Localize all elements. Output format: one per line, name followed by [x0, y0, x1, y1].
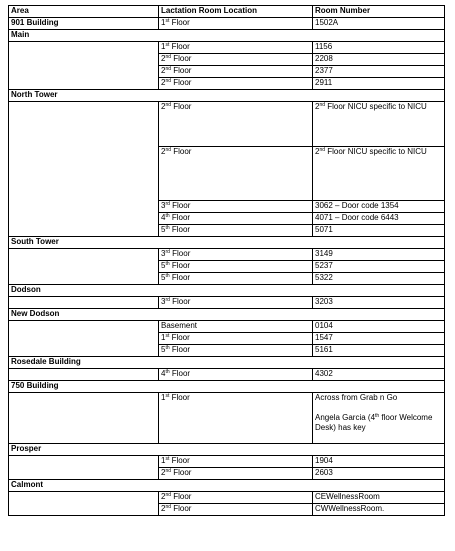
floor-number: 3 — [161, 297, 166, 306]
room-cell — [313, 333, 445, 345]
floor-cell — [159, 201, 313, 213]
floor-cell — [159, 456, 313, 468]
area-name: New Dodson — [9, 309, 445, 321]
floor-cell — [159, 225, 313, 237]
floor-number: 5 — [161, 261, 166, 270]
area-name: North Tower — [9, 90, 445, 102]
floor-ordinal: st — [165, 42, 170, 48]
floor-ordinal: th — [165, 273, 170, 279]
floor-ordinal: nd — [165, 102, 172, 108]
floor-ordinal: th — [165, 213, 170, 219]
room-note: Angela Garcia (4 — [315, 413, 376, 422]
room-cell — [313, 393, 445, 444]
room-number: CWWellnessRoom. — [315, 504, 385, 513]
floor-ordinal: nd — [165, 492, 172, 498]
floor-cell — [159, 369, 313, 381]
header-area: Area — [9, 6, 159, 18]
room-ordinal: nd — [319, 147, 326, 153]
room-ordinal: nd — [319, 102, 326, 108]
floor-suffix: Floor — [171, 492, 192, 501]
room-cell — [313, 504, 445, 516]
floor-number: 2 — [161, 102, 166, 111]
table-row — [9, 249, 445, 261]
floor-cell — [159, 54, 313, 66]
floor-cell — [159, 249, 313, 261]
floor-cell — [159, 18, 313, 30]
area-name: Prosper — [9, 444, 445, 456]
floor-cell — [159, 66, 313, 78]
floor-ordinal: nd — [165, 504, 172, 510]
floor-number: 2 — [161, 78, 166, 87]
floor-ordinal: st — [165, 393, 170, 399]
floor-ordinal: th — [165, 225, 170, 231]
area-row — [9, 357, 445, 369]
floor-suffix: Floor — [169, 369, 191, 378]
room-number: 2377 — [315, 66, 333, 75]
area-row — [9, 381, 445, 393]
floor-cell — [159, 261, 313, 273]
floor-suffix: Floor — [169, 297, 191, 306]
floor-number: 2 — [161, 54, 166, 63]
floor-ordinal: nd — [165, 78, 172, 84]
area-blank-cell — [9, 321, 159, 357]
floor-suffix: Floor — [171, 102, 192, 111]
room-number: 4071 – Door code 6443 — [315, 213, 399, 222]
header-location: Lactation Room Location — [159, 6, 313, 18]
area-blank-cell — [9, 369, 159, 381]
room-cell — [313, 201, 445, 213]
room-number: 5237 — [315, 261, 333, 270]
area-name: Dodson — [9, 285, 445, 297]
floor-number: 1 — [161, 333, 166, 342]
floor-suffix: Floor — [169, 261, 191, 270]
floor-number: 1 — [161, 18, 166, 27]
floor-number: 1 — [161, 456, 166, 465]
room-cell — [313, 54, 445, 66]
room-cell — [313, 456, 445, 468]
floor-cell — [159, 102, 313, 147]
room-number: 0104 — [315, 321, 333, 330]
room-number: 2 — [315, 102, 320, 111]
room-number: 4302 — [315, 369, 333, 378]
area-row — [9, 237, 445, 249]
area-blank-cell — [9, 456, 159, 480]
room-number: 2 — [315, 147, 320, 156]
room-cell — [313, 66, 445, 78]
floor-cell — [159, 333, 313, 345]
floor-suffix: Floor — [169, 393, 190, 402]
room-cell — [313, 213, 445, 225]
floor-number: 2 — [161, 147, 166, 156]
table-row — [9, 321, 445, 333]
floor-number: 5 — [161, 345, 166, 354]
floor-cell — [159, 492, 313, 504]
floor-cell — [159, 147, 313, 201]
room-number: 5071 — [315, 225, 333, 234]
floor-ordinal: rd — [165, 201, 170, 207]
table-header-row — [9, 6, 445, 18]
floor-label: Basement — [161, 321, 198, 330]
floor-cell — [159, 213, 313, 225]
floor-cell — [159, 78, 313, 90]
room-text: Floor NICU specific to NICU — [325, 102, 427, 111]
area-blank-cell — [9, 297, 159, 309]
floor-suffix: Floor — [169, 213, 191, 222]
room-number: CEWellnessRoom — [315, 492, 380, 501]
room-cell — [313, 297, 445, 309]
floor-number: 2 — [161, 66, 166, 75]
room-cell — [313, 321, 445, 333]
floor-suffix: Floor — [169, 249, 191, 258]
floor-ordinal: rd — [165, 297, 170, 303]
room-cell — [313, 249, 445, 261]
floor-number: 1 — [161, 393, 166, 402]
floor-number: 2 — [161, 492, 166, 501]
room-cell — [313, 468, 445, 480]
area-name: 750 Building — [9, 381, 445, 393]
floor-cell — [159, 504, 313, 516]
area-name: Rosedale Building — [9, 357, 445, 369]
floor-suffix: Floor — [169, 345, 191, 354]
room-number: 5161 — [315, 345, 333, 354]
area-name: Main — [9, 30, 445, 42]
floor-number: 2 — [161, 504, 166, 513]
floor-ordinal: nd — [165, 54, 172, 60]
room-number: 3062 – Door code 1354 — [315, 201, 399, 210]
floor-suffix: Floor — [169, 42, 190, 51]
floor-suffix: Floor — [171, 54, 192, 63]
room-cell — [313, 18, 445, 30]
area-blank-cell — [9, 492, 159, 516]
floor-suffix: Floor — [169, 273, 191, 282]
area-name: 901 Building — [9, 18, 159, 30]
table-row — [9, 42, 445, 54]
room-cell — [313, 345, 445, 357]
floor-suffix: Floor — [169, 225, 191, 234]
floor-cell — [159, 321, 313, 333]
floor-suffix: Floor — [169, 201, 191, 210]
room-number: 1156 — [315, 42, 333, 51]
table-row — [9, 102, 445, 147]
floor-suffix: Floor — [169, 333, 190, 342]
table-row — [9, 369, 445, 381]
floor-number: 1 — [161, 42, 166, 51]
floor-ordinal: th — [165, 369, 170, 375]
table-row — [9, 393, 445, 444]
floor-suffix: Floor — [171, 468, 192, 477]
room-cell — [313, 147, 445, 201]
area-row — [9, 285, 445, 297]
room-cell — [313, 369, 445, 381]
floor-number: 5 — [161, 273, 166, 282]
floor-number: 2 — [161, 468, 166, 477]
room-number: 5322 — [315, 273, 333, 282]
floor-ordinal: th — [165, 345, 170, 351]
room-cell — [313, 261, 445, 273]
floor-number: 3 — [161, 249, 166, 258]
floor-ordinal: st — [165, 456, 170, 462]
area-row — [9, 444, 445, 456]
room-number: 2603 — [315, 468, 333, 477]
room-number: 2208 — [315, 54, 333, 63]
lactation-room-table — [8, 5, 445, 516]
floor-suffix: Floor — [171, 504, 192, 513]
area-row — [9, 309, 445, 321]
floor-ordinal: th — [165, 261, 170, 267]
floor-suffix: Floor — [169, 456, 190, 465]
floor-cell — [159, 345, 313, 357]
area-name: South Tower — [9, 237, 445, 249]
table-row — [9, 456, 445, 468]
room-text: Floor NICU specific to NICU — [325, 147, 427, 156]
floor-ordinal: nd — [165, 468, 172, 474]
floor-number: 5 — [161, 225, 166, 234]
floor-suffix: Floor — [171, 66, 192, 75]
area-blank-cell — [9, 249, 159, 285]
area-blank-cell — [9, 102, 159, 237]
room-number: 3203 — [315, 297, 333, 306]
room-cell — [313, 42, 445, 54]
table-row — [9, 492, 445, 504]
table-row — [9, 297, 445, 309]
floor-ordinal: st — [165, 18, 170, 24]
area-name: Calmont — [9, 480, 445, 492]
floor-ordinal: st — [165, 333, 170, 339]
floor-suffix: Floor — [171, 147, 192, 156]
floor-cell — [159, 468, 313, 480]
room-number: Across from Grab n Go — [315, 393, 398, 402]
floor-number: 3 — [161, 201, 166, 210]
room-cell — [313, 273, 445, 285]
area-row — [9, 480, 445, 492]
area-blank-cell — [9, 42, 159, 90]
room-note-rest: floor Welcome Desk) has key — [315, 413, 433, 432]
floor-ordinal: rd — [165, 249, 170, 255]
floor-ordinal: nd — [165, 147, 172, 153]
room-cell — [313, 225, 445, 237]
table-body — [9, 18, 445, 516]
floor-cell — [159, 393, 313, 444]
area-blank-cell — [9, 393, 159, 444]
table-row — [9, 18, 445, 30]
floor-ordinal: nd — [165, 66, 172, 72]
floor-number: 4 — [161, 369, 166, 378]
floor-number: 4 — [161, 213, 166, 222]
floor-suffix: Floor — [171, 78, 192, 87]
floor-cell — [159, 42, 313, 54]
room-number: 2911 — [315, 78, 333, 87]
area-row — [9, 30, 445, 42]
floor-suffix: Floor — [169, 18, 190, 27]
room-cell — [313, 492, 445, 504]
header-room-number: Room Number — [313, 6, 445, 18]
floor-cell — [159, 273, 313, 285]
room-cell — [313, 78, 445, 90]
room-number: 1547 — [315, 333, 333, 342]
area-row — [9, 90, 445, 102]
room-number: 1904 — [315, 456, 333, 465]
room-number: 3149 — [315, 249, 333, 258]
room-number: 1502A — [315, 18, 339, 27]
room-cell — [313, 102, 445, 147]
floor-cell — [159, 297, 313, 309]
room-note-ordinal: th — [375, 413, 380, 419]
